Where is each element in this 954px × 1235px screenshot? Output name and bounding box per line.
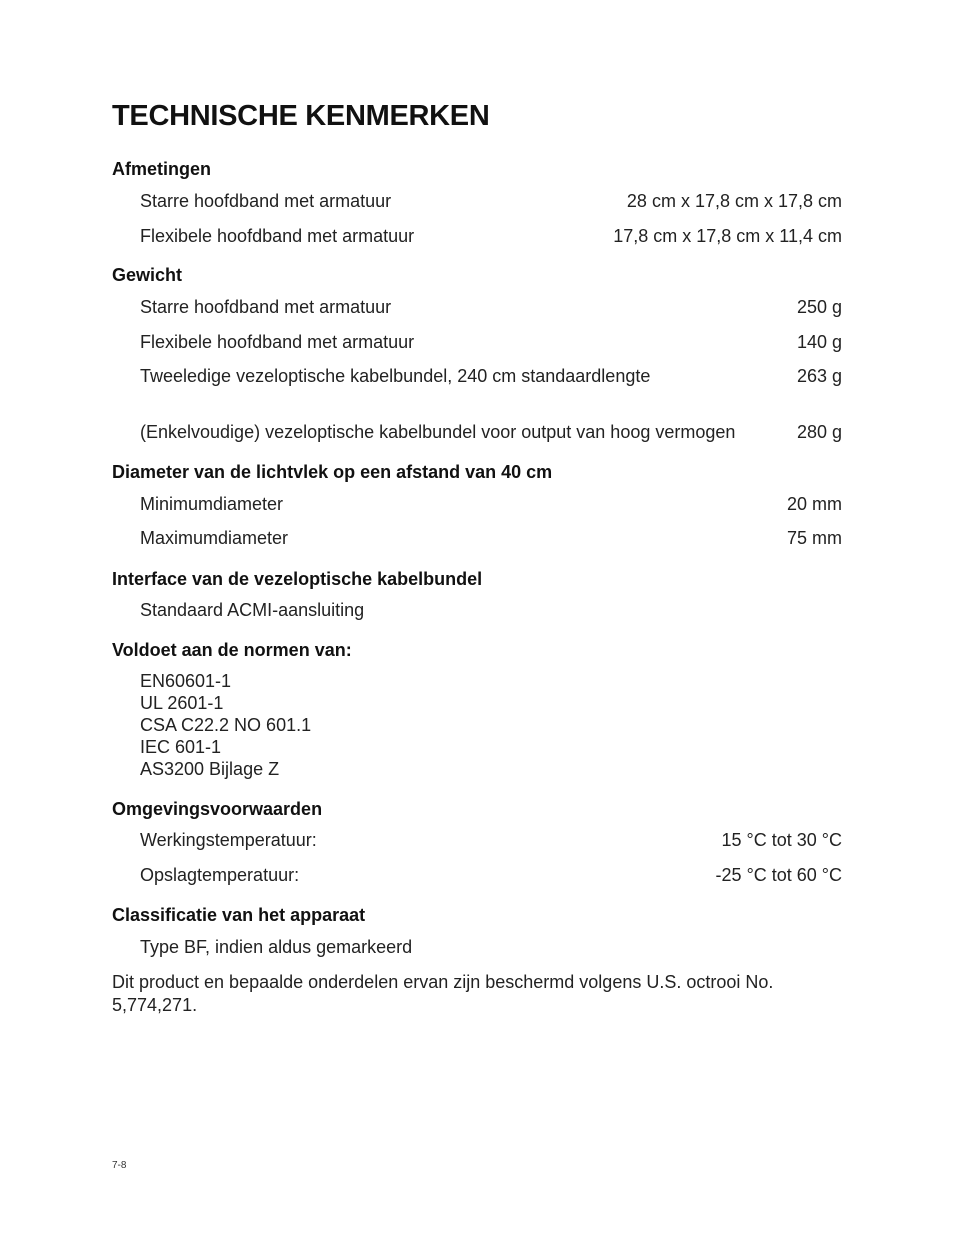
spec-row: [140, 422, 842, 443]
spec-value: 263 g: [796, 366, 842, 386]
spec-label: Minimumdiameter: [140, 494, 284, 514]
list-item: EN60601-1: [140, 671, 232, 691]
spec-row: [140, 830, 842, 851]
classification-text: Type BF, indien aldus gemarkeerd: [140, 937, 413, 957]
spec-label: Starre hoofdband met armatuur: [140, 191, 392, 211]
heading-omgeving: Omgevingsvoorwaarden: [112, 799, 323, 819]
spec-value: 20 mm: [786, 494, 842, 514]
spec-label: Starre hoofdband met armatuur: [140, 297, 392, 317]
spec-value: 15 °C tot 30 °C: [721, 830, 842, 850]
heading-classificatie: Classificatie van het apparaat: [112, 905, 366, 925]
patent-line: 5,774,271.: [112, 995, 198, 1015]
spec-row: [140, 865, 842, 886]
spec-label: Flexibele hoofdband met armatuur: [140, 332, 415, 352]
interface-text: Standaard ACMI-aansluiting: [140, 600, 365, 620]
spec-label: Flexibele hoofdband met armatuur: [140, 226, 415, 246]
spec-value: 75 mm: [786, 528, 842, 548]
spec-label: Maximumdiameter: [140, 528, 289, 548]
spec-label: Tweeledige vezeloptische kabelbundel, 240 cm standaardlengte: [140, 366, 651, 386]
page-number: 7-8: [112, 1160, 127, 1171]
list-item: UL 2601-1: [140, 693, 224, 713]
spec-value: 250 g: [796, 297, 842, 317]
spec-row: [140, 528, 842, 549]
heading-interface: Interface van de vezeloptische kabelbundel: [112, 569, 483, 589]
list-item: CSA C22.2 NO 601.1: [140, 715, 312, 735]
spec-row: [140, 191, 842, 212]
heading-gewicht: Gewicht: [112, 265, 183, 285]
norms-list: [140, 670, 311, 780]
heading-normen: Voldoet aan de normen van:: [112, 640, 352, 660]
patent-line: Dit product en bepaalde onderdelen ervan zijn beschermd volgens U.S. octrooi No.: [112, 972, 774, 992]
spec-row: [140, 494, 842, 515]
spec-value: 17,8 cm x 17,8 cm x 11,4 cm: [613, 226, 842, 246]
spec-value: 280 g: [796, 422, 842, 442]
page-title: TECHNISCHE KENMERKEN: [112, 100, 490, 132]
spec-row: [140, 297, 842, 318]
spec-value: 28 cm x 17,8 cm x 17,8 cm: [626, 191, 842, 211]
list-item: IEC 601-1: [140, 737, 222, 757]
spec-value: 140 g: [796, 332, 842, 352]
spec-label: Werkingstemperatuur:: [140, 830, 317, 850]
patent-paragraph: [112, 971, 842, 1017]
heading-afmetingen: Afmetingen: [112, 159, 211, 179]
spec-row: [140, 332, 842, 353]
spec-label: Opslagtemperatuur:: [140, 865, 300, 885]
list-item: AS3200 Bijlage Z: [140, 759, 280, 779]
heading-diameter: Diameter van de lichtvlek op een afstand van 40 cm: [112, 462, 553, 482]
spec-label: (Enkelvoudige) vezeloptische kabelbundel voor output van hoog vermogen: [140, 422, 736, 442]
spec-value: -25 °C tot 60 °C: [715, 865, 842, 885]
spec-row: [140, 226, 842, 247]
spec-row: [140, 366, 842, 387]
